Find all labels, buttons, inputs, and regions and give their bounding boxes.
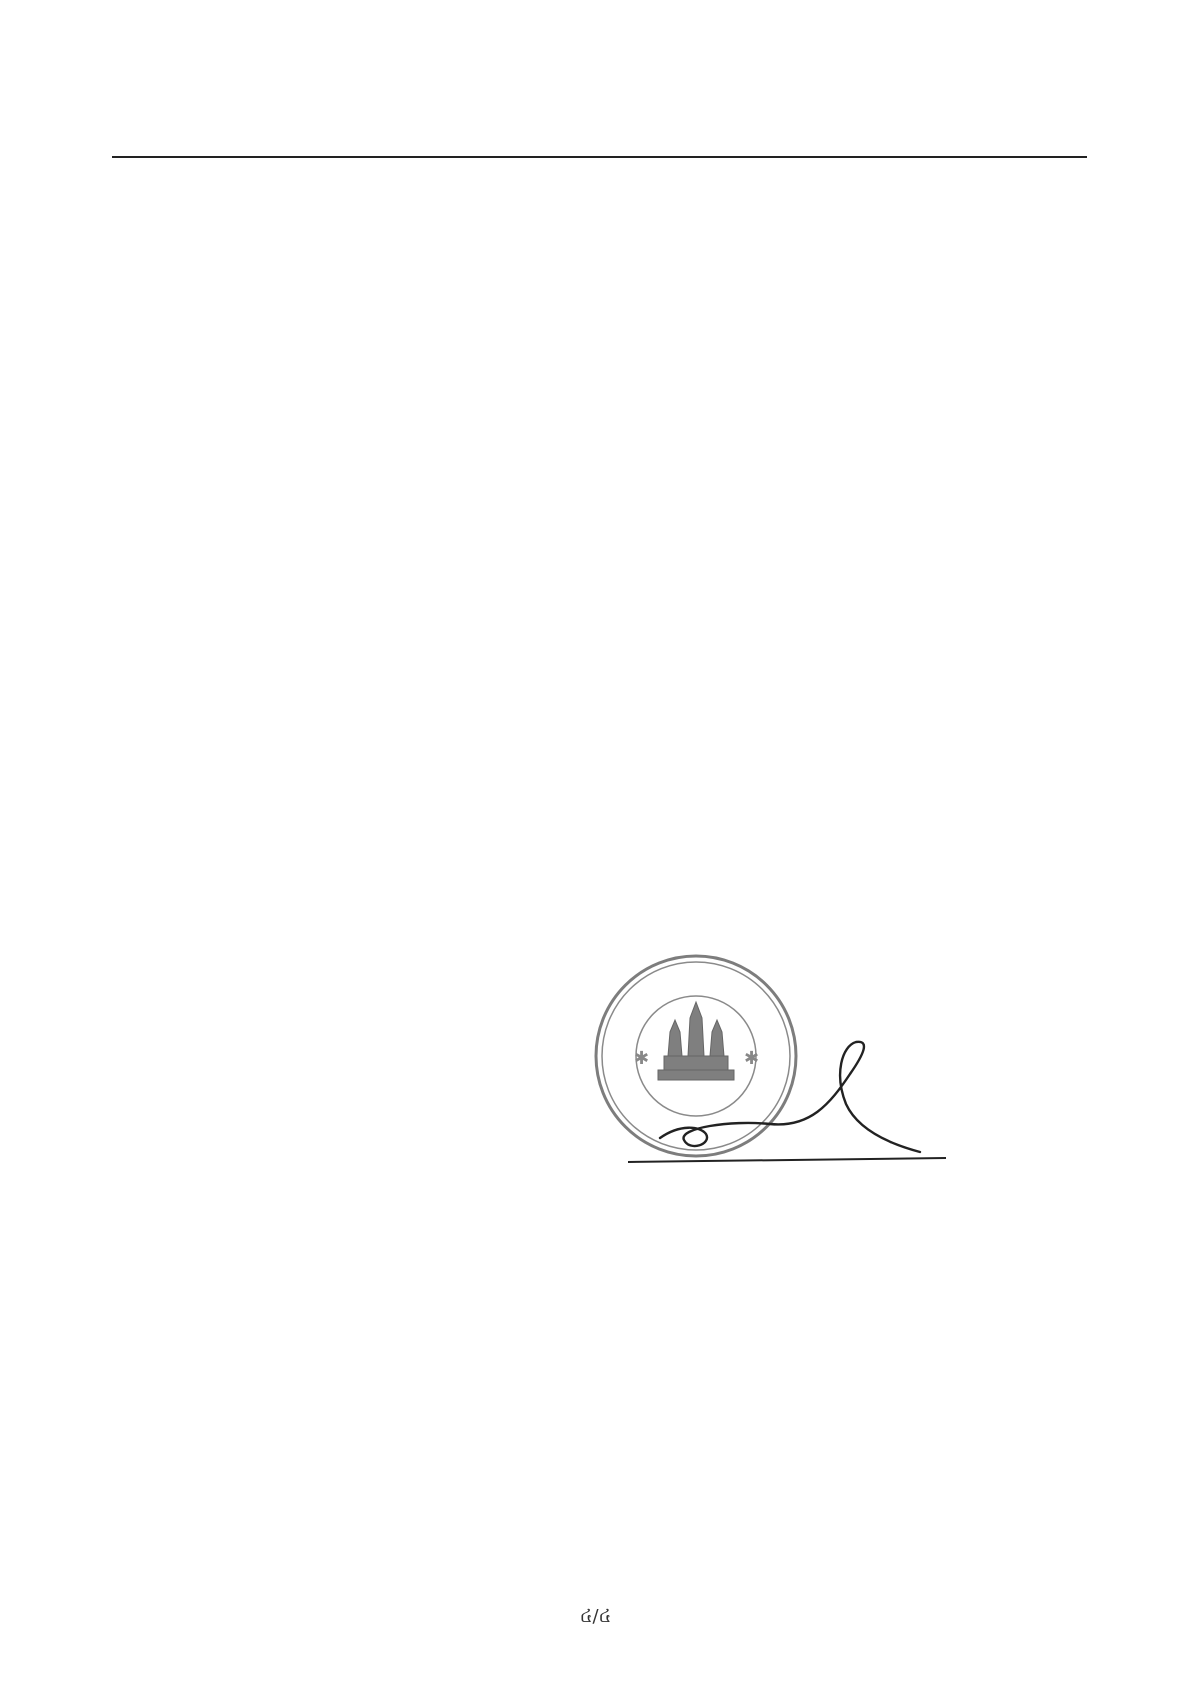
article-13 xyxy=(150,666,1070,672)
svg-text:✱: ✱ xyxy=(744,1048,760,1069)
page-footer: ៤/៤ xyxy=(579,1606,612,1627)
article-10 xyxy=(150,178,1070,184)
header-divider xyxy=(112,156,1087,158)
gazette-header xyxy=(96,92,1087,148)
article-12 xyxy=(150,490,1070,496)
article-11 xyxy=(150,312,1070,318)
svg-text:✱: ✱ xyxy=(634,1048,650,1069)
handwritten-signature xyxy=(620,1034,950,1174)
